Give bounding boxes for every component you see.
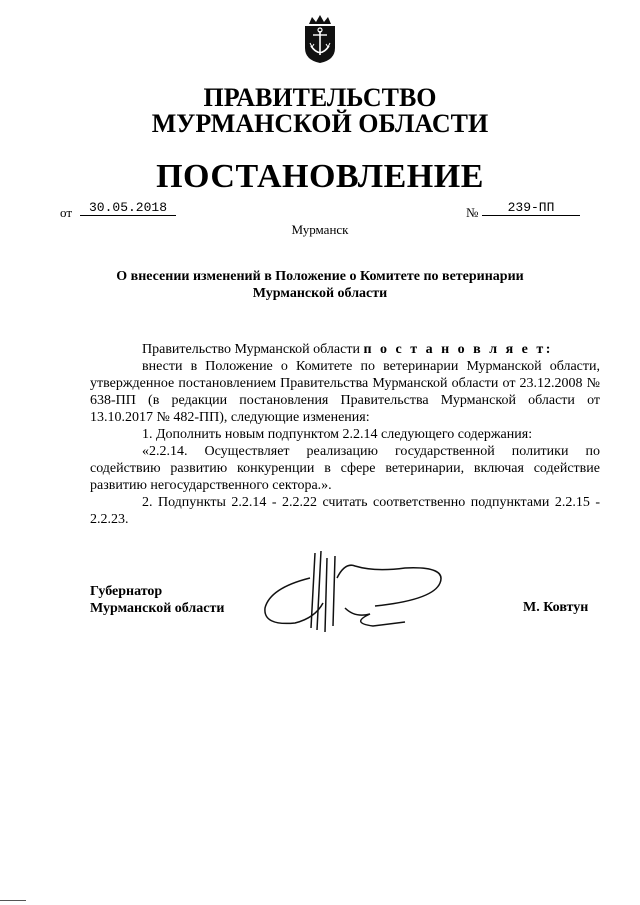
org-name-line1: ПРАВИТЕЛЬСТВО xyxy=(203,83,437,112)
signatory-title xyxy=(90,583,224,617)
document-type: ПОСТАНОВЛЕНИЕ xyxy=(156,158,484,195)
signatory-name: М. Ковтун xyxy=(523,600,589,615)
paragraph-4: 2. Подпункты 2.2.14 - 2.2.22 считать соответственно подпунктами 2.2.15 - 2.2.23. xyxy=(90,495,600,527)
org-name-line2: МУРМАНСКОЙ ОБЛАСТИ xyxy=(151,109,489,138)
signatory-title-line1: Губернатор xyxy=(90,584,163,599)
paragraph-2: 1. Дополнить новым подпунктом 2.2.14 следующего содержания: xyxy=(142,427,533,442)
paragraph-3: «2.2.14. Осуществляет реализацию государственной политики по содействию развитию конкуренции в сфере ветеринарии, включая содействие развитию негосударственного сектора.». xyxy=(90,444,600,493)
subject-line2: Мурманской области xyxy=(252,286,388,301)
signatory-title-line2: Мурманской области xyxy=(90,601,225,616)
document-body xyxy=(90,341,600,528)
document-number: 239-ПП xyxy=(482,200,580,216)
handwritten-signature xyxy=(255,548,455,638)
intro-paragraph xyxy=(90,341,600,358)
intro-verb: п о с т а н о в л я е т: xyxy=(363,342,553,357)
document-date: 30.05.2018 xyxy=(80,200,176,216)
number-label: № xyxy=(466,205,479,220)
document-subject xyxy=(90,268,550,302)
subject-line1: О внесении изменений в Положение о Комитете по ветеринарии xyxy=(116,269,524,284)
footer-rule xyxy=(0,900,26,901)
date-label: от xyxy=(60,205,73,220)
paragraph-1: внести в Положение о Комитете по ветеринарии Мурманской области, утвержденное постановлением Правительства Мурманской области от 23.12.2008 № 638-ПП (в редакции постановления Правительства Мурманской области от 13.10.2017 № 482-ПП), следующие изменения: xyxy=(90,359,600,425)
intro-prefix: Правительство Мурманской области xyxy=(142,342,360,357)
coat-of-arms-icon xyxy=(301,14,339,64)
city: Мурманск xyxy=(291,222,349,237)
